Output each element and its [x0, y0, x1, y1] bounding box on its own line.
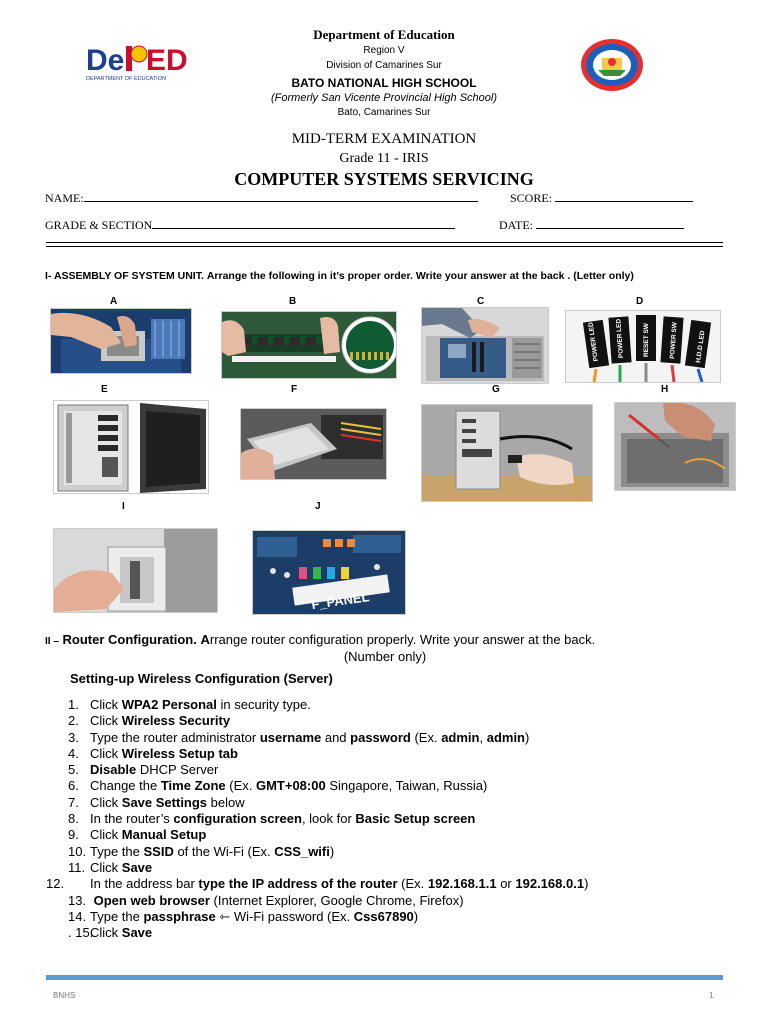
step-text: Save: [121, 859, 153, 875]
image-i-drive-bay: [53, 528, 218, 613]
step-text: (Ex.: [410, 729, 442, 745]
step-text: Type the router administrator: [90, 729, 260, 745]
exam-subject: COMPUTER SYSTEMS SERVICING: [234, 169, 534, 189]
step-number: 11.: [68, 859, 86, 875]
step-text: ,: [479, 729, 487, 745]
deped-logo-subtext: DEPARTMENT OF EDUCATION: [86, 76, 166, 82]
step-text: Save Settings: [121, 794, 208, 810]
step-text: Open web browser: [93, 892, 210, 908]
score-line[interactable]: [555, 189, 693, 202]
footer-bar: [46, 975, 723, 980]
footer-school-code: BNHS: [53, 991, 76, 1000]
step-text: Css67890: [353, 908, 414, 924]
step-number: 10.: [68, 843, 87, 859]
step-text: Click: [90, 827, 122, 843]
section1-instruction: Arrange the following in it’s proper order. Write your answer at the back . (Letter only): [206, 270, 634, 282]
exam-type: MID-TERM EXAMINATION: [291, 131, 477, 147]
page-number: 1: [709, 991, 714, 1000]
school-name: BATO NATIONAL HIGH SCHOOL: [291, 76, 477, 90]
step-text: of the Wi-Fi (Ex.: [173, 843, 275, 859]
step-text: (Internet Explorer, Google Chrome, Firefox): [209, 892, 464, 908]
date-field[interactable]: [499, 216, 684, 233]
image-label-j: J: [315, 501, 321, 512]
image-j-f-panel-header: [252, 530, 406, 615]
step-text: or: [496, 876, 516, 892]
step-text: Singapore, Taiwan, Russia): [325, 778, 488, 794]
region: Region V: [363, 45, 405, 56]
header-divider: [46, 242, 723, 247]
step-item: [68, 795, 668, 811]
date-line[interactable]: [536, 216, 684, 229]
step-text: DHCP Server: [136, 762, 219, 778]
step-text: password: [350, 729, 411, 745]
step-text: and: [321, 729, 351, 745]
image-label-b: B: [289, 296, 297, 307]
score-label: SCORE:: [510, 191, 553, 205]
step-text: type the IP address of the router: [198, 876, 398, 892]
image-c-motherboard-mount: [421, 307, 549, 384]
connector-label-1: POWER LED: [587, 321, 600, 362]
image-g-connect-cables: [421, 404, 593, 502]
step-item: [68, 778, 668, 794]
step-text: Change the: [90, 778, 161, 794]
step-text: (Ex.: [225, 778, 256, 794]
step-text: Click: [90, 794, 122, 810]
name-field[interactable]: [45, 189, 478, 206]
step-number: 5.: [68, 762, 79, 778]
section1-question: [45, 270, 634, 282]
step-number: 14.: [68, 908, 87, 924]
image-d-front-panel-connectors: [565, 310, 721, 383]
steps-list: [46, 697, 668, 941]
image-label-i: I: [122, 501, 125, 512]
formerly-name: (Formerly San Vicente Provincial High School): [271, 92, 497, 104]
section2-instruction-a: A: [200, 632, 210, 647]
step-item: [68, 860, 668, 876]
image-label-e: E: [101, 384, 108, 395]
school-address: Bato, Camarines Sur: [337, 107, 431, 118]
image-label-f: F: [291, 384, 298, 395]
step-text: 192.168.1.1: [427, 876, 497, 892]
grade-section-label: GRADE & SECTION: [45, 218, 153, 232]
step-item: [68, 746, 668, 762]
step-text: Wireless Setup tab: [121, 745, 238, 761]
image-b-ram-install: [221, 311, 397, 379]
step-text: SSID: [143, 843, 174, 859]
step-item: [68, 730, 668, 746]
step-text: configuration screen: [173, 811, 302, 827]
step-text: Click: [90, 745, 122, 761]
step-text: below: [207, 794, 245, 810]
step-text: Basic Setup screen: [355, 811, 476, 827]
step-item: [68, 811, 668, 827]
exam-grade: Grade 11 - IRIS: [339, 151, 429, 166]
step-number: 6.: [68, 778, 79, 794]
section1-heading: I- ASSEMBLY OF SYSTEM UNIT.: [45, 270, 204, 282]
grade-section-field[interactable]: [45, 216, 455, 233]
step-item: [68, 827, 668, 843]
step-text: WPA2 Personal: [121, 697, 217, 712]
svg-text:ED: ED: [146, 44, 188, 77]
image-label-a: A: [110, 296, 118, 307]
step-number: 8.: [68, 811, 79, 827]
step-text: ): [584, 876, 589, 892]
step-number: 1.: [68, 697, 79, 712]
section2-instruction: rrange router configuration properly. Write your answer at the back.: [209, 632, 596, 647]
step-text: Click: [90, 925, 122, 941]
step-text: In the router’s: [90, 811, 174, 827]
section2-instruction-line2: (Number only): [343, 649, 427, 664]
image-label-c: C: [477, 296, 485, 307]
image-f-hard-disk: [240, 408, 387, 480]
connector-label-2: POWER LED: [615, 318, 625, 359]
step-text: ): [525, 729, 530, 745]
image-a-cpu-install: [50, 308, 192, 374]
step-item: [68, 925, 668, 941]
division: Division of Camarines Sur: [326, 60, 442, 71]
step-number: 9.: [68, 827, 79, 843]
step-item: [68, 713, 668, 729]
step-number: . 15.: [68, 925, 94, 941]
step-text: passphrase: [143, 908, 216, 924]
step-item: [68, 762, 668, 778]
date-label: DATE:: [499, 218, 533, 232]
step-text: admin: [486, 729, 526, 745]
svg-text:De: De: [86, 44, 125, 77]
image-label-h: H: [661, 384, 669, 395]
name-label: NAME:: [45, 191, 84, 205]
f-panel-label: F_PANEL: [310, 589, 371, 613]
section2-question: [45, 632, 725, 664]
connector-label-5: H.D.D LED: [695, 330, 707, 364]
step-text: ): [413, 908, 419, 924]
step-item: [68, 844, 668, 860]
step-number: 12.: [46, 876, 65, 892]
step-text: CSS_wifi: [274, 843, 330, 859]
connector-label-3: RESET SW: [643, 323, 650, 357]
step-item: [46, 876, 668, 892]
step-text: GMT+08:00: [255, 778, 326, 794]
image-h-screw-case: [614, 402, 736, 491]
image-e-open-case: [53, 400, 209, 494]
score-field[interactable]: [510, 189, 693, 206]
section2-heading: Router Configuration.: [62, 632, 197, 647]
step-text: Wireless Security: [121, 713, 231, 729]
step-text: Disable: [90, 762, 137, 778]
step-item: [68, 893, 668, 909]
step-text: Type the: [90, 843, 144, 859]
step-number: 2.: [68, 713, 79, 729]
steps-title: Setting-up Wireless Configuration (Server): [70, 671, 333, 686]
step-text: username: [259, 729, 322, 745]
step-item: [68, 909, 668, 925]
department-title: Department of Education: [313, 27, 455, 42]
step-text: In the address bar: [90, 876, 199, 892]
step-number: 13.: [68, 892, 87, 908]
image-label-d: D: [636, 296, 644, 307]
step-number: 3.: [68, 729, 79, 745]
step-number: 4.: [68, 745, 79, 761]
connector-label-4: POWER SW: [669, 321, 679, 360]
step-item: [68, 697, 668, 713]
step-text: 192.168.0.1: [515, 876, 585, 892]
grade-section-line[interactable]: [152, 216, 455, 229]
name-line[interactable]: [84, 189, 478, 202]
step-text: Click: [90, 697, 122, 712]
step-text: Time Zone: [160, 778, 226, 794]
step-number: 7.: [68, 794, 79, 810]
step-text: , look for: [301, 811, 356, 827]
step-text: Click: [90, 713, 122, 729]
image-label-g: G: [492, 384, 500, 395]
step-text: Click: [90, 859, 122, 875]
step-text: ): [329, 843, 335, 859]
step-text: Type the: [90, 908, 144, 924]
step-text: ⇽ Wi-Fi password (Ex.: [215, 908, 354, 924]
step-text: in security type.: [216, 697, 311, 712]
section2-prefix: II –: [45, 636, 59, 647]
step-text: (Ex.: [397, 876, 428, 892]
step-text: Manual Setup: [121, 827, 207, 843]
step-text: admin: [441, 729, 480, 745]
step-text: Save: [121, 925, 153, 941]
